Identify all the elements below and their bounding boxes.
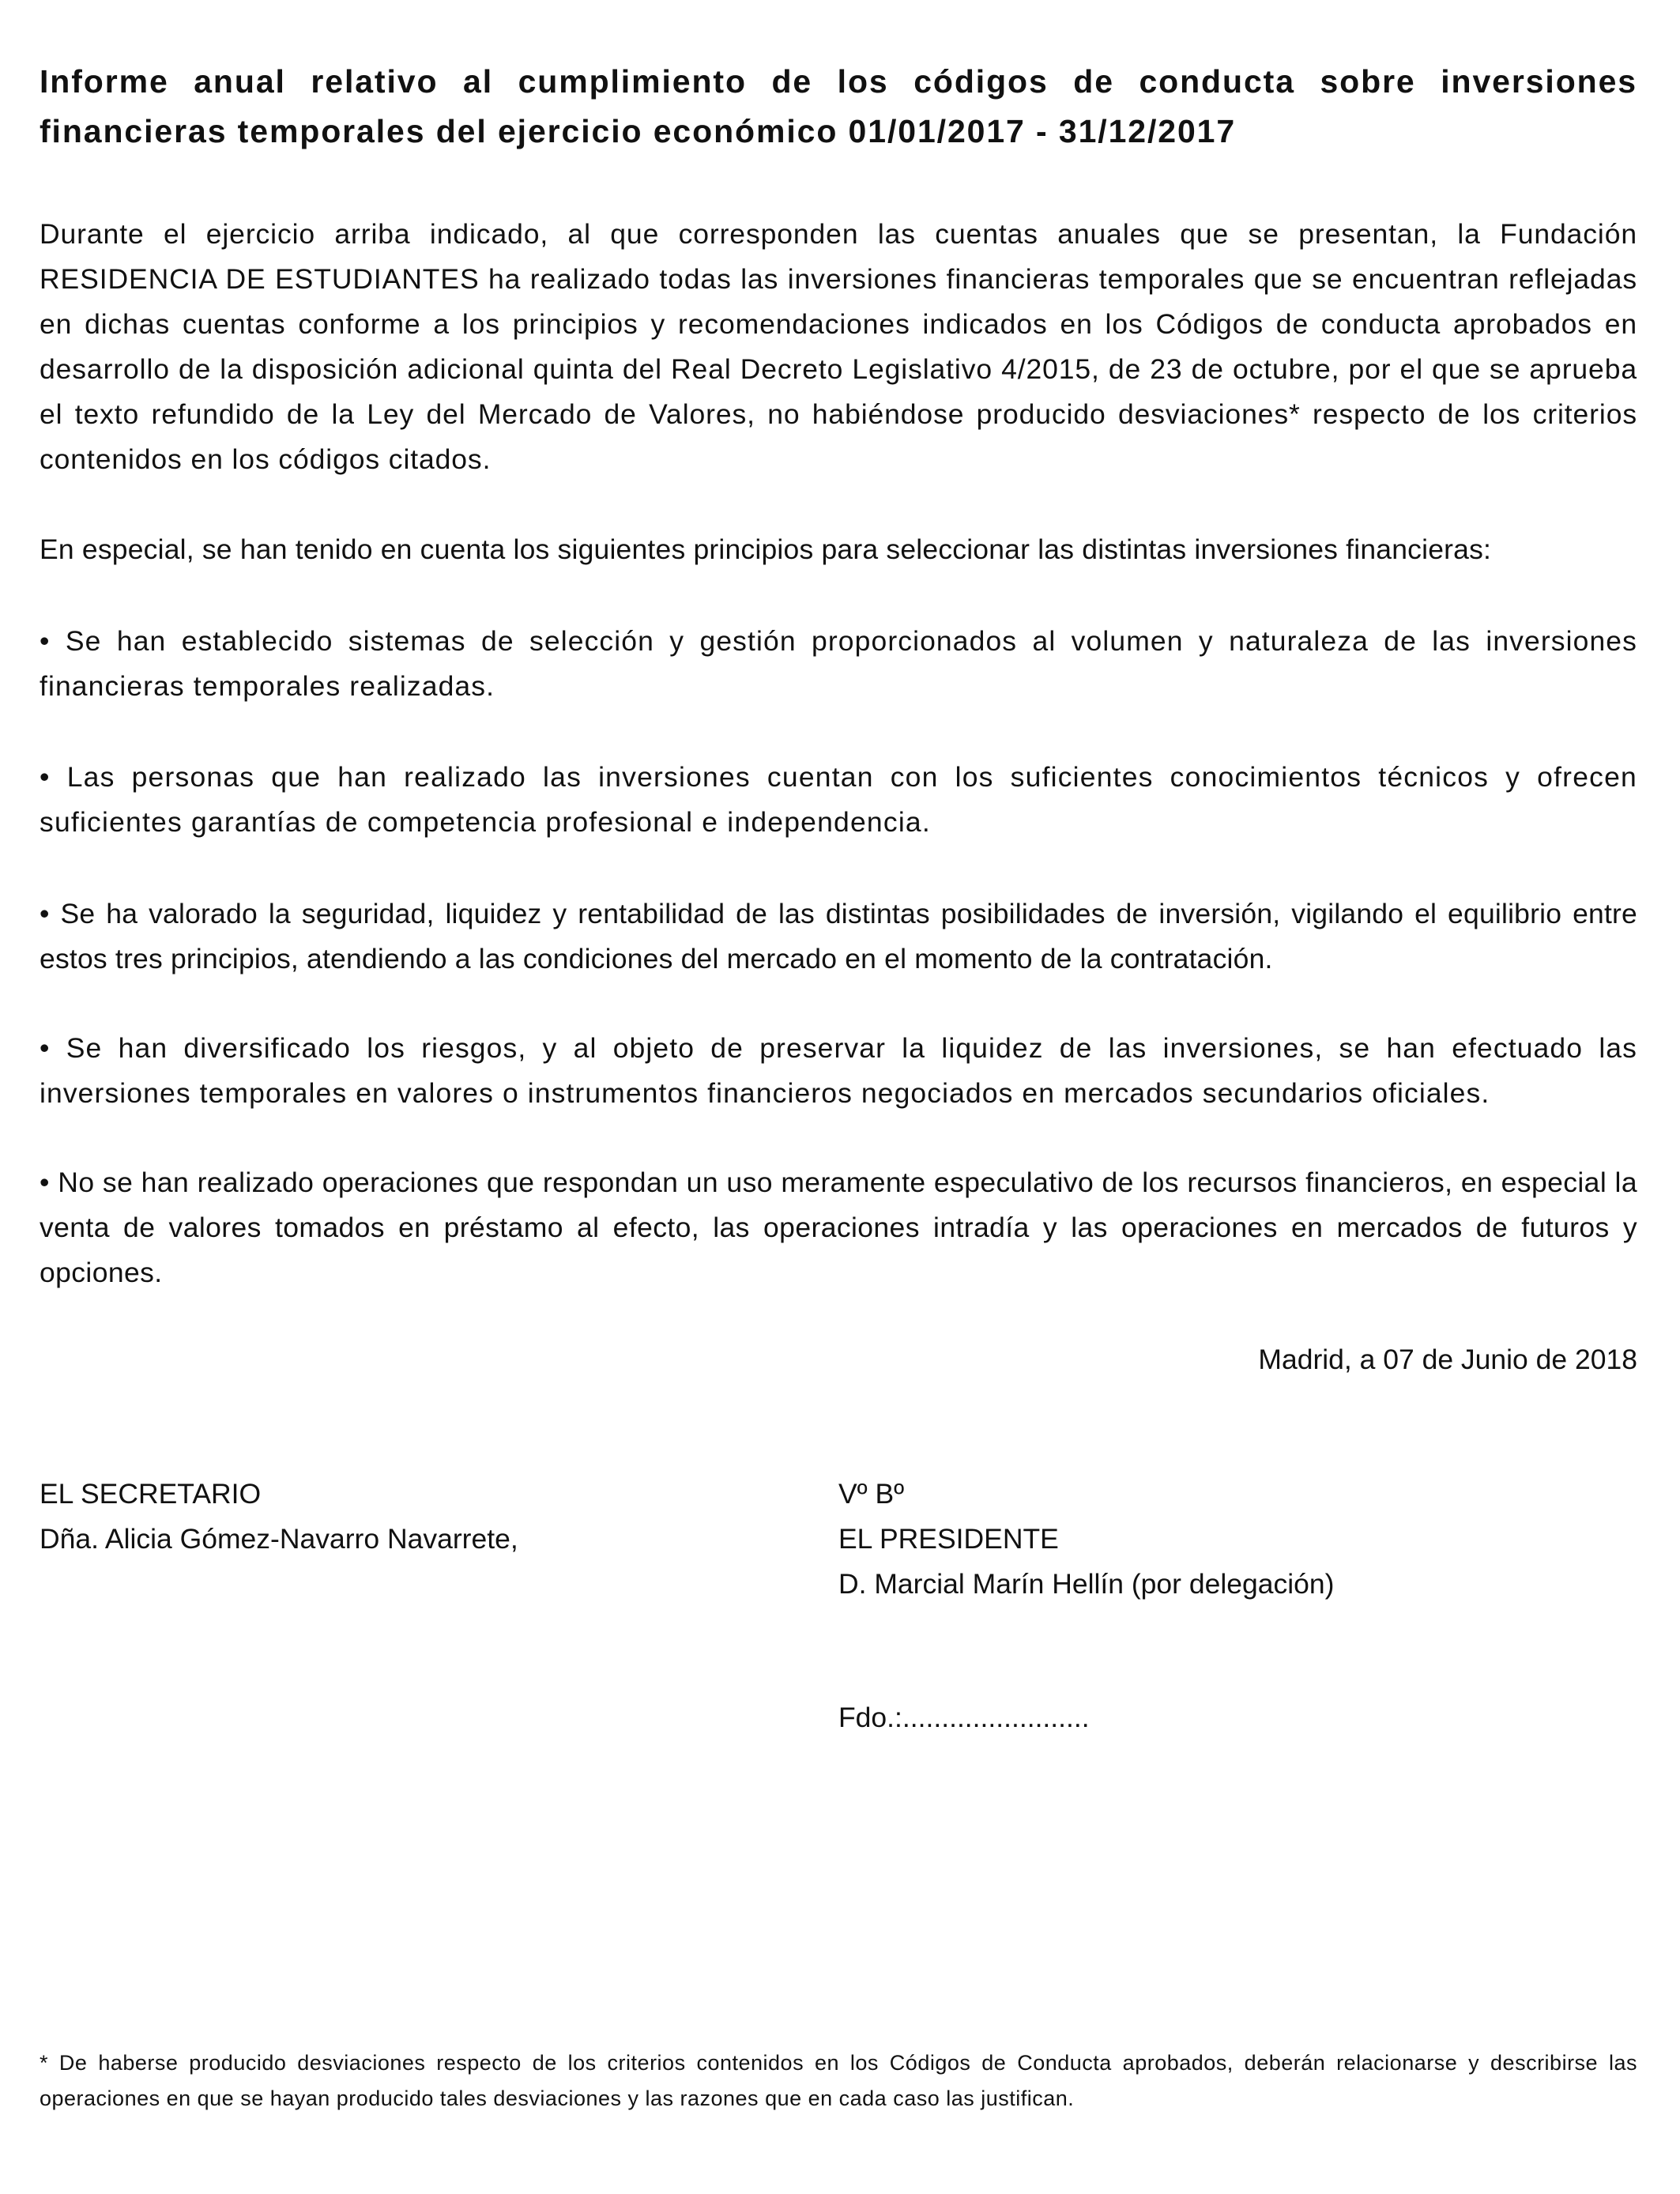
intro-paragraph: Durante el ejercicio arriba indicado, al que corresponden las cuentas anuales que se presentan, la Fundación RESIDENCIA DE ESTUDIANTES ha realizado todas las inversiones financieras temporales que se encuentran reflejadas en dichas cuentas conforme a los principios y recomendaciones indicados en los Códigos de conducta aprobados en desarrollo de la disposición adicional quinta del Real Decreto Legislativo 4/2015, de 23 de octubre, por el que se aprueba el texto refundido de la Ley del Mercado de Valores, no habiéndose producido desviaciones* respecto de los criterios contenidos en los códigos citados. <box>40 218 1637 475</box>
principle-bullet-5: • No se han realizado operaciones que respondan un uso meramente especulativo de los recursos financieros, en especial la venta de valores tomados en préstamo al efecto, las operaciones intradía y las operaciones en mercados de futuros y opciones. <box>40 1167 1637 1288</box>
principle-bullet-1: • Se han establecido sistemas de selección y gestión proporcionados al volumen y naturaleza de las inversiones financieras temporales realizadas. <box>40 625 1637 702</box>
secretary-role: EL SECRETARIO <box>40 1478 262 1510</box>
secretary-signature-block <box>40 1472 751 1562</box>
principles-intro-paragraph: En especial, se han tenido en cuenta los siguientes principios para seleccionar las distintas inversiones financieras: <box>40 533 1492 565</box>
secretary-name: Dña. Alicia Gómez-Navarro Navarrete, <box>40 1523 518 1555</box>
place-and-date: Madrid, a 07 de Junio de 2018 <box>1258 1344 1637 1375</box>
principle-bullet-4: • Se han diversificado los riesgos, y al objeto de preservar la liquidez de las inversiones, se han efectuado las inversiones temporales en valores o instrumentos financieros negociados en mercados secundarios oficiales. <box>40 1032 1637 1109</box>
president-role: EL PRESIDENTE <box>838 1523 1059 1555</box>
footnote: * De haberse producido desviaciones respecto de los criterios contenidos en los Códigos de Conducta aprobados, deberán relacionarse y describirse las operaciones en que se hayan producido tales desviaciones y las razones que en cada caso las justifican. <box>40 2051 1637 2110</box>
document-page <box>40 0 1637 2194</box>
signature-line: Fdo.:........................ <box>838 1702 1090 1733</box>
president-signature-block <box>838 1472 1629 1607</box>
president-name: D. Marcial Marín Hellín (por delegación) <box>838 1568 1335 1600</box>
document-title: Informe anual relativo al cumplimiento de los códigos de conducta sobre inversiones financieras temporales del ejercicio económico 01/01/2017 - 31/12/2017 <box>40 63 1637 149</box>
principle-bullet-3: • Se ha valorado la seguridad, liquidez y rentabilidad de las distintas posibilidades de inversión, vigilando el equilibrio entre estos tres principios, atendiendo a las condiciones del mercado en el momento de la contratación. <box>40 898 1637 974</box>
principle-bullet-2: • Las personas que han realizado las inversiones cuentan con los suficientes conocimientos técnicos y ofrecen suficientes garantías de competencia profesional e independencia. <box>40 761 1637 838</box>
approval-mark: Vº Bº <box>838 1478 905 1510</box>
